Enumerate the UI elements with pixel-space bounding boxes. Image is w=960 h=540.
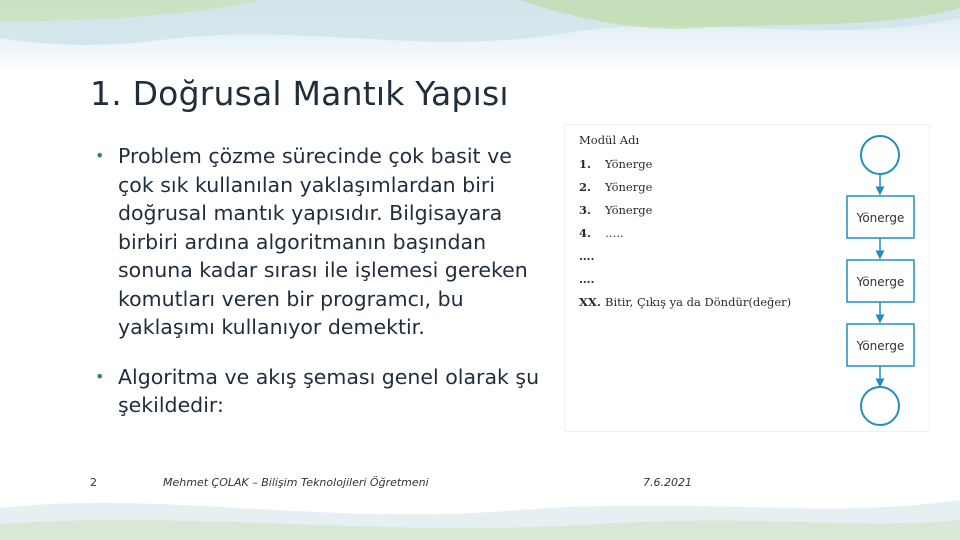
step-text: Bitir, Çıkış ya da Döndür(değer) — [605, 295, 792, 309]
footer-decoration — [0, 480, 960, 540]
step-text: ….. — [605, 226, 624, 240]
flowchart — [565, 125, 929, 431]
step-number: XX. — [579, 295, 601, 309]
bullet-text: Problem çözme sürecinde çok basit ve çok sık kullanılan yaklaşımlardan biri doğrusal mantık yapısıdır. Bilgisayara birbiri ardına algoritmanın başından sonuna kadar sırası ile işlemesi gereken komutları veren bir programcı, bu yaklaşımı kullanıyor demektir. — [118, 144, 528, 339]
bullet-dot: • — [95, 366, 105, 386]
footer-date: 7.6.2021 — [643, 476, 692, 489]
slide-title: 1. Doğrusal Mantık Yapısı — [90, 74, 509, 113]
flow-box-label: Yönerge — [856, 211, 905, 225]
start-node — [861, 136, 899, 174]
bullet-item — [95, 363, 545, 420]
step-text: Yönerge — [605, 157, 653, 171]
algorithm-diagram — [564, 124, 930, 432]
bullet-item — [95, 142, 545, 342]
header-decoration — [0, 0, 960, 70]
footer-author: Mehmet ÇOLAK – Bilişim Teknolojileri Öğretmeni — [163, 476, 429, 489]
bullet-dot: • — [95, 146, 105, 165]
step-number: 4. — [579, 226, 592, 240]
step-number: …. — [579, 249, 595, 263]
step-number: 3. — [579, 203, 592, 217]
page-number: 2 — [90, 476, 97, 489]
step-number: 2. — [579, 180, 592, 194]
bullet-list — [95, 142, 545, 441]
end-node — [861, 387, 899, 425]
flow-box-label: Yönerge — [856, 339, 905, 353]
bullet-text: Algoritma ve akış şeması genel olarak şu şekildedir: — [118, 364, 540, 417]
flow-box-label: Yönerge — [856, 275, 905, 289]
step-text: Yönerge — [605, 180, 653, 194]
step-number: 1. — [579, 157, 592, 171]
module-title: Modül Adı — [579, 133, 640, 147]
step-text: Yönerge — [605, 203, 653, 217]
step-number: …. — [579, 272, 595, 286]
